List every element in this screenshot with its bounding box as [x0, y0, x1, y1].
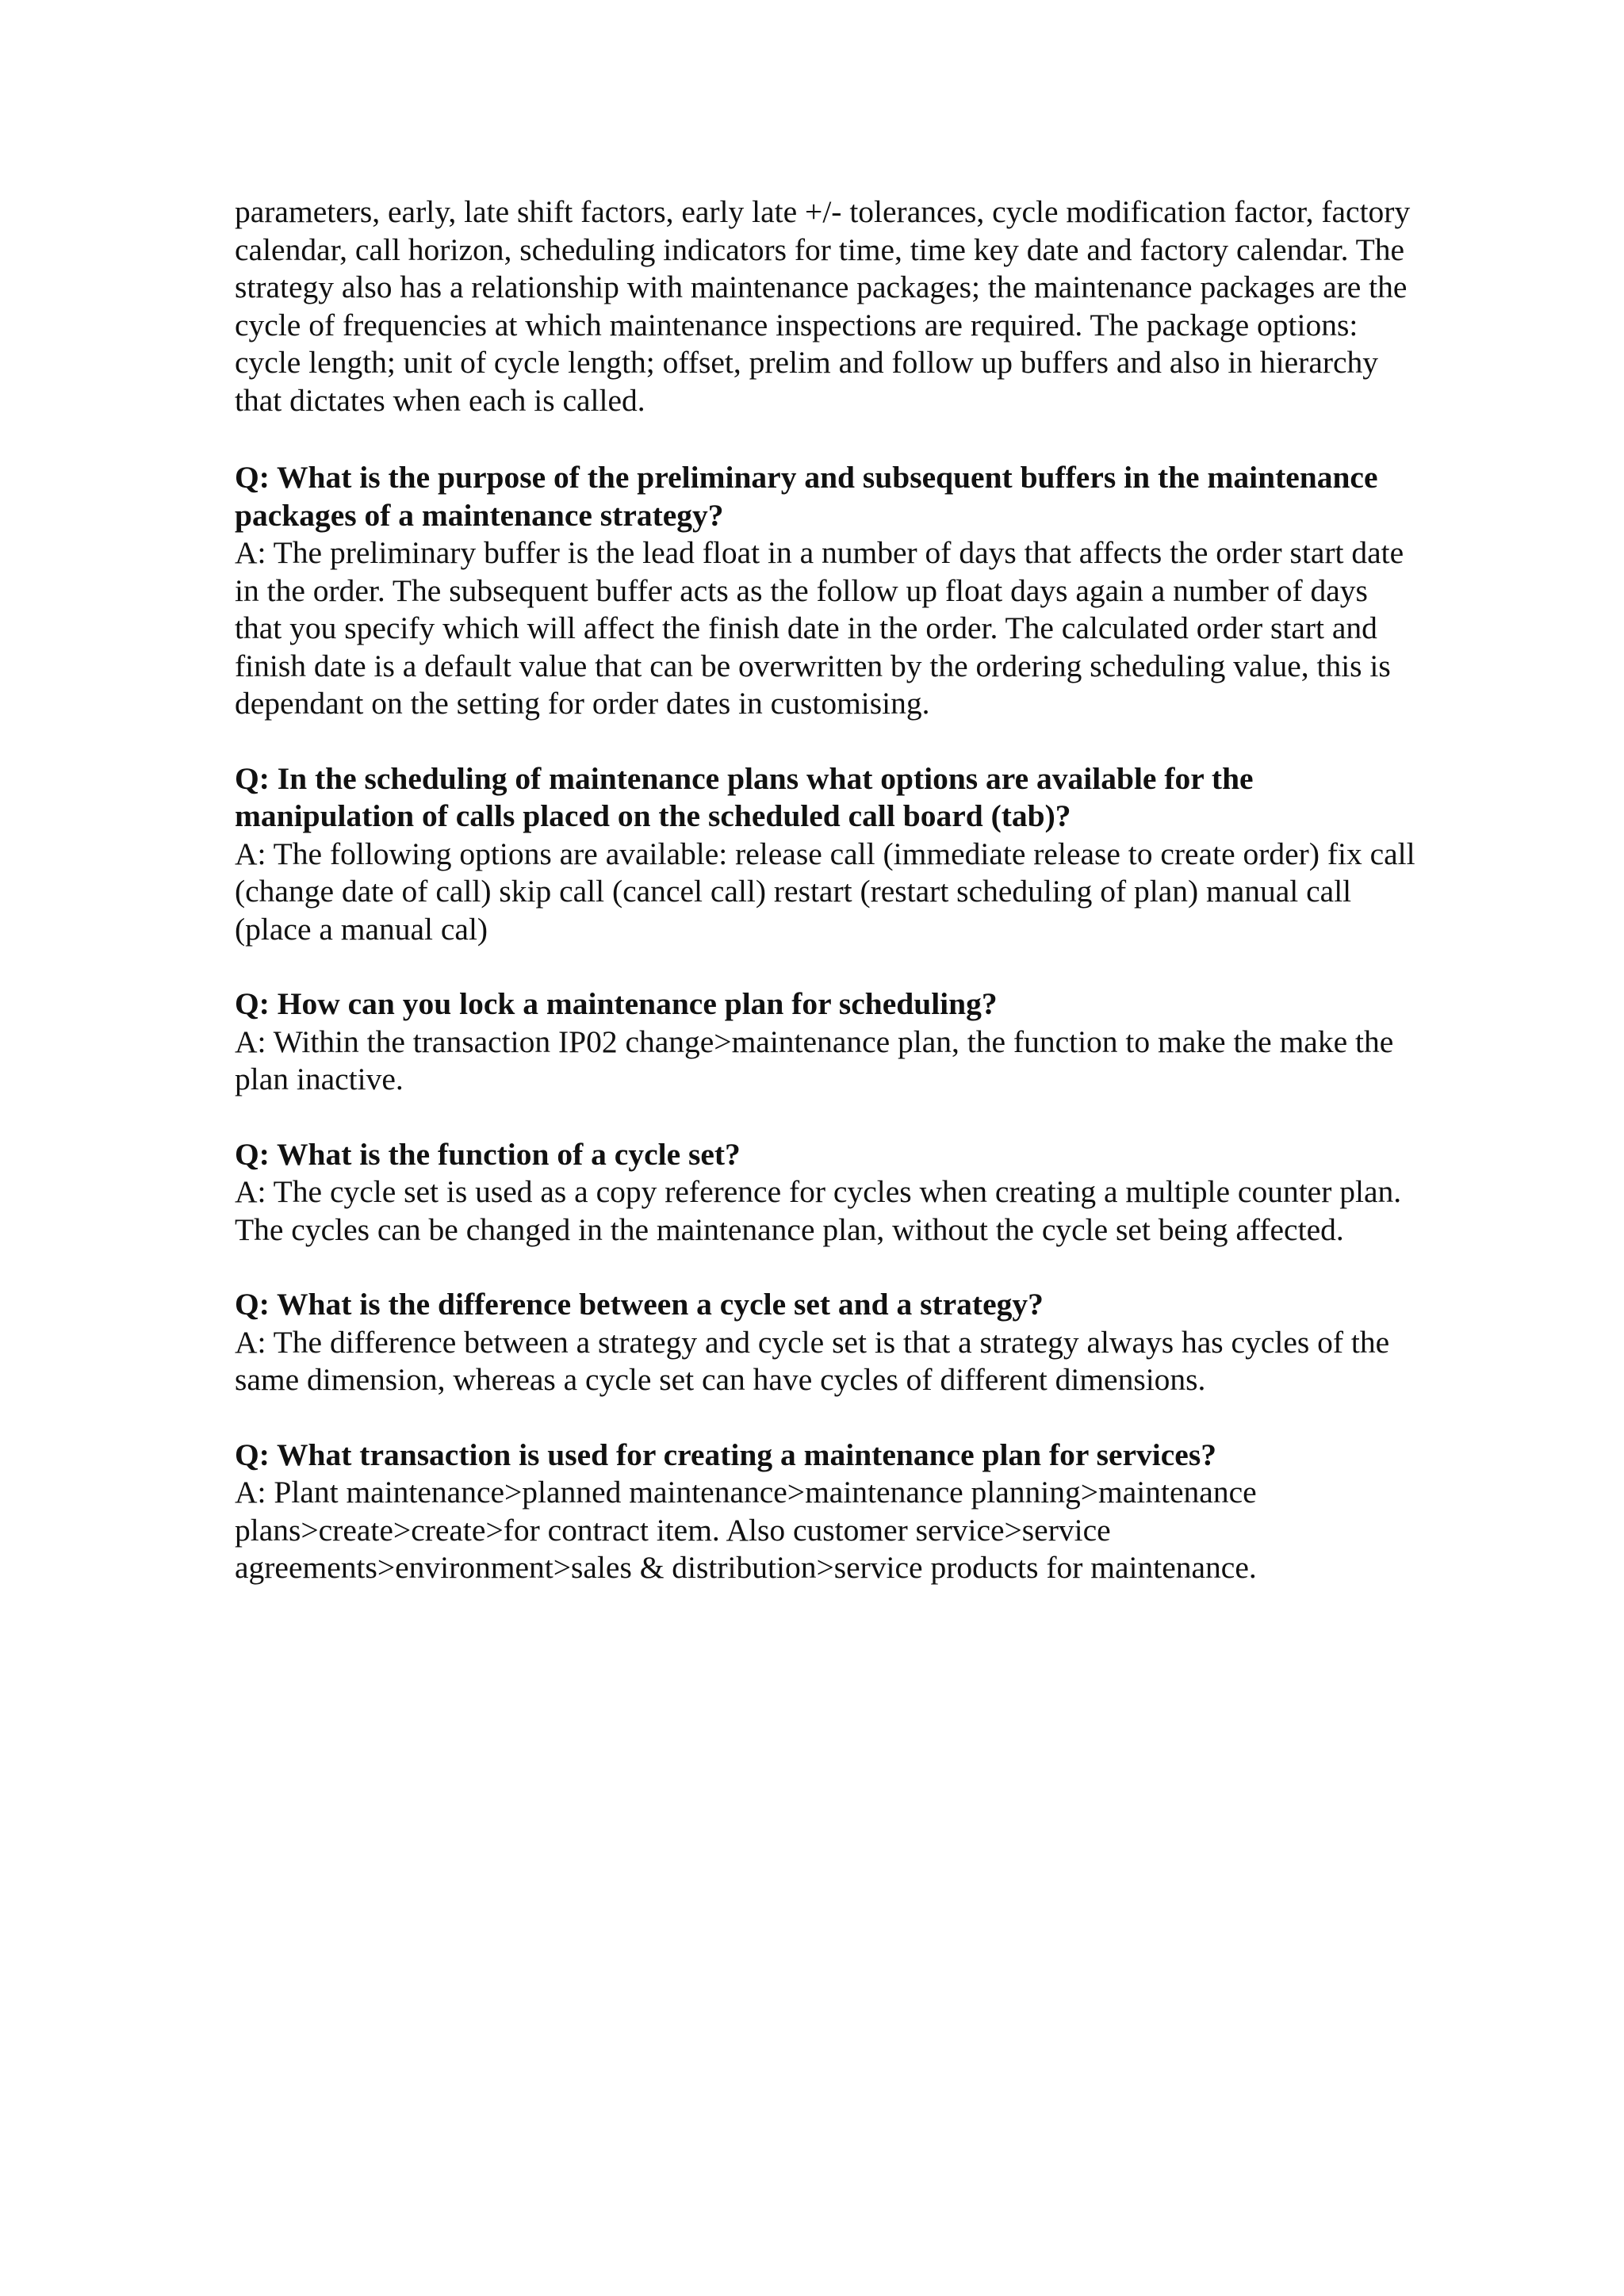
question-heading: Q: What is the purpose of the preliminary and subsequent buffers in the maintenance packages of a maintenance strategy? [235, 460, 1378, 533]
question-heading: Q: What is the function of a cycle set? [235, 1136, 741, 1172]
answer-paragraph: A: The difference between a strategy and cycle set is that a strategy always has cycles of the same dimension, whereas a cycle set can have cycles of different dimensions. [235, 1324, 1390, 1397]
qa-item [235, 1437, 1416, 1587]
qa-item [235, 1136, 1416, 1249]
intro-paragraph: parameters, early, late shift factors, early late +/- tolerances, cycle modification factor, factory calendar, call horizon, scheduling indicators for time, time key date and factory calendar. The strategy also has a relationship with maintenance packages; the maintenance packages are the cycle of frequencies at which maintenance inspections are required. The package options: cycle length; unit of cycle length; offset, prelim and follow up buffers and also in hierarchy that dictates when each is called. [235, 194, 1411, 418]
answer-paragraph: A: The cycle set is used as a copy reference for cycles when creating a multiple counter plan. The cycles can be changed in the maintenance plan, without the cycle set being affected. [235, 1174, 1402, 1247]
question-heading: Q: How can you lock a maintenance plan for scheduling? [235, 986, 998, 1021]
question-heading: Q: What transaction is used for creating a maintenance plan for services? [235, 1437, 1216, 1472]
document-page [235, 193, 1416, 1624]
qa-item [235, 459, 1416, 723]
answer-paragraph: A: Plant maintenance>planned maintenance>maintenance planning>maintenance plans>create>create>for contract item. Also customer service>service agreements>environment>sales & distribution>service products for maintenance. [235, 1475, 1257, 1585]
question-heading: Q: What is the difference between a cycle set and a strategy? [235, 1287, 1044, 1322]
qa-item [235, 760, 1416, 949]
qa-item [235, 985, 1416, 1099]
qa-item [235, 1286, 1416, 1399]
answer-paragraph: A: Within the transaction IP02 change>maintenance plan, the function to make the make the plan inactive. [235, 1024, 1394, 1096]
answer-paragraph: A: The following options are available: release call (immediate release to create order) fix call (change date of call) skip call (cancel call) restart (restart scheduling of plan) manual call (place a manual cal) [235, 836, 1415, 947]
answer-paragraph: A: The preliminary buffer is the lead float in a number of days that affects the order start date in the order. The subsequent buffer acts as the follow up float days again a number of days that you specify which will affect the finish date in the order. The calculated order start and finish date is a default value that can be overwritten by the ordering scheduling value, this is dependant on the setting for order dates in customising. [235, 535, 1404, 721]
question-heading: Q: In the scheduling of maintenance plans what options are available for the manipulation of calls placed on the scheduled call board (tab)? [235, 760, 1254, 833]
